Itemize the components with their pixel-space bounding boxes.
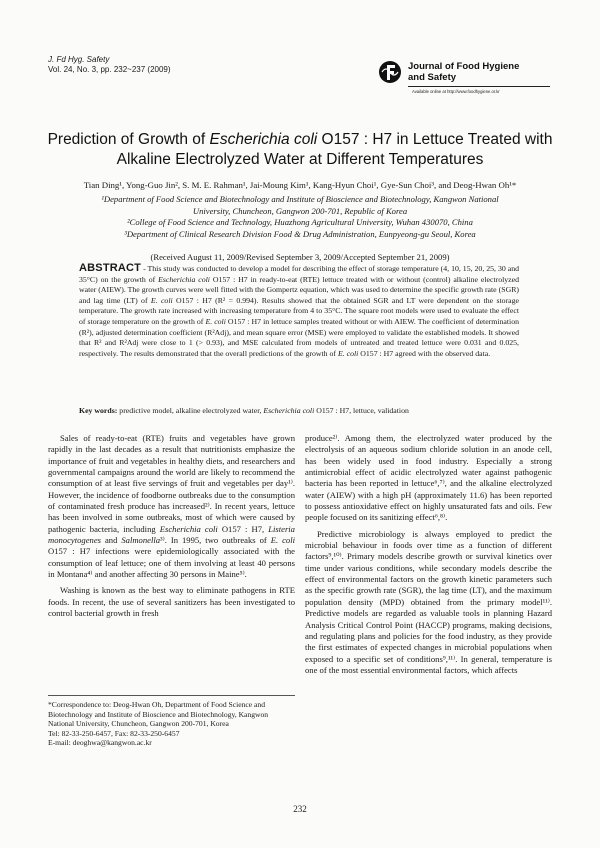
correspondence: *Correspondence to: Deog-Hwan Oh, Department of Food Science and Biotechnology and Institute of Bioscience and Biotechnology, Kangwon National University, Chuncheon, Gangwon 200-701, Korea — [48, 700, 269, 729]
email: E-mail: deoghwa@kangwon.ac.kr — [48, 738, 152, 748]
body-column-right — [305, 433, 552, 681]
organism: Escherichia coli — [159, 523, 218, 534]
title-organism: Escherichia coli — [209, 131, 318, 148]
paragraph: produce²⁾. Among them, the electrolyzed water produced by the electrolysis of an aqueous sodium chloride solution in an anode cell, has been widely used in food industry. Especially a strong antimicrobial effect of acidic electrolyzed water against pathogenic bacteria has been reported in lettuce⁶,⁷⁾, and the alkaline electrolyzed water (AIEW) with a high pH (approximately 11.6) has been reported to possess antioxidative effect on highly unsaturated fats and oils. Few people focused on its sanitizing effect⁶,⁸⁾. — [305, 433, 552, 523]
logo-title-line1: Journal of Food Hygiene — [408, 61, 520, 72]
abstract-organism: E. coli — [337, 348, 359, 358]
paper-title — [40, 130, 560, 170]
keywords-label: Key words: — [79, 406, 118, 415]
keywords-text: O157 : H7, lettuce, validation — [314, 406, 409, 415]
body-column-left — [48, 433, 295, 625]
affiliation-1a: ¹Department of Food Science and Biotechnology and Institute of Bioscience and Biotechnology, Kangwon National — [101, 194, 499, 204]
organism: E. coli — [270, 535, 295, 546]
abstract-organism: E. coli — [150, 295, 173, 305]
abstract-text: O157 : H7 (R² = 0.994). Results showed that the obtained SGR and LT were dependent on the storage temperature. The growth rate increased with increasing temperature from 4 to 35°C. The square root models were used to evaluate the effect of storage temperature on the growth of — [79, 295, 519, 326]
abstract-heading: ABSTRACT — [79, 262, 142, 274]
paragraph-text: Sales of ready-to-eat (RTE) fruits and vegetables have grown rapidly in the last decades as a result that nutritionists emphasize the importance of fruit and vegetables in healthy diets, and researchers and governmental campaigns around the world are likely to recommend the consumption of at least five servings of fruit and vegetables per day¹⁾. However, the incidence of foodborne outbreaks due to the consumption of contaminated fresh produce has increased²⁾. In recent years, lettuce has been involved in some outbreaks, most of which were caused by pathogenic bacteria, including — [48, 433, 295, 534]
phone-fax: Tel: 82-33-250-6457, Fax: 82-33-250-6457 — [48, 728, 180, 738]
page-number: 232 — [293, 804, 307, 814]
affiliation-2: ²College of Food Science and Technology, Huazhong Agricultural University, Wuhan 430070, China — [127, 217, 473, 227]
abstract-text: O157 : H7 in ready-to-eat (RTE) lettuce treated with or without (control) alkaline electrolyzed water (AIEW). The growth curves were well fitted with the Gompertz equation, which was used to determine the specific growth rate (SGR) and lag time (LT) of — [79, 274, 519, 305]
affiliation-3: ³Department of Clinical Research Division Food & Drug Administration, Eunpyeong-gu Seoul, Korea — [124, 228, 476, 239]
paragraph-text: O157 : H7 infections were epidemiologically associated with the consumption of leaf lettuce; one of them involving at least 40 persons in Montana⁴⁾ and another affecting 30 persons in Maine⁵⁾. — [48, 546, 295, 580]
title-line2: Alkaline Electrolyzed Water at Different Temperatures — [116, 151, 484, 168]
keywords — [79, 406, 519, 416]
abstract-organism: E. coli — [205, 316, 226, 326]
title-text-2: O157 : H7 in Lettuce Treated with — [317, 131, 553, 148]
logo-title-line2: and Safety — [408, 72, 457, 83]
abstract-text: - This study was conducted to develop a model for describing the effect of storage temperature (4, 10, 15, 20, 25, 30 and 35°C) on the growth of — [79, 264, 519, 284]
paragraph-text: and — [100, 535, 122, 546]
organism: Listeria monocytogenes — [48, 523, 295, 546]
title-text-1: Prediction of Growth of — [47, 131, 210, 148]
journal-logo-icon — [378, 60, 402, 84]
journal-abbrev: J. Fd Hyg. Safety — [48, 55, 110, 64]
author-list: Tian Ding¹, Yong-Guo Jin², S. M. E. Rahman¹, Jai-Moung Kim¹, Kang-Hyun Choi¹, Gye-Sun Choi³, and Deog-Hwan Oh¹* — [83, 180, 517, 190]
affiliation-1b: University, Chuncheon, Gangwon 200-701, Republic of Korea — [192, 205, 408, 216]
keywords-text: predictive model, alkaline electrolyzed water, — [117, 406, 264, 415]
paragraph-text: O157 : H7, — [217, 523, 269, 534]
volume-line: Vol. 24, No. 3, pp. 232~237 (2009) — [48, 65, 171, 74]
paragraph-text: ³⁾. In 1995, two outbreaks of — [160, 535, 271, 546]
logo-title — [408, 61, 519, 83]
abstract — [79, 263, 519, 359]
paragraph — [48, 433, 295, 580]
paragraph: Predictive microbiology is always employed to predict the microbial behaviour in foods over time as a function of different factors⁹,¹⁰⁾. Primary models describe growth or survival kinetics over time under various conditions, while secondary models describe the effect of environmental factors on the growth kinetic parameters such as the specific growth rate (SGR), the lag time (LT), and the maximum population density (MPD) obtained from the primary model¹¹⁾. Predictive models are regarded as valuable tools in planning Hazard Analysis Critical Control Point (HACCP) programs, making decisions, and regulating plans and policies for the food industry, as they provide the first estimates of expected changes in microbial populations when exposed to a specific set of conditions⁹,¹¹⁾. In general, temperature is one of the most essential environmental factors, which affects — [305, 528, 552, 675]
journal-logo — [378, 60, 548, 106]
affiliations — [40, 194, 560, 240]
abstract-organism: Escherichia coli — [158, 274, 210, 284]
paragraph: Washing is known as the best way to eliminate pathogens in RTE foods. In recent, the use of several sanitizers has been investigated to control bacterial growth in fresh — [48, 585, 295, 619]
footnote-divider — [48, 695, 295, 696]
title-line1 — [40, 130, 560, 150]
logo-url: Available online at http://www.foodhygiene.or.kr — [412, 89, 500, 94]
received-dates: (Received August 11, 2009/Revised September 3, 2009/Accepted September 21, 2009) — [150, 252, 450, 262]
organism: Salmonella — [121, 535, 161, 546]
keywords-organism: Escherichia coli — [263, 406, 315, 415]
journal-citation — [48, 55, 171, 75]
logo-divider — [408, 86, 550, 87]
abstract-text: O157 : H7 in lettuce samples treated without or with AIEW. The coefficient of determination (R²), adjusted determination coefficient (R²Adj), and mean square error (MSE) were employed to validate the established models. It showed that R² and R²Adj were close to 1 (> 0.93), and MSE calculated from models of untreated and treated lettuce were 0.031 and 0.025, respectively. The results demonstrated that the overall predictions of the growth of — [79, 316, 519, 358]
abstract-text: O157 : H7 agreed with the observed data. — [358, 348, 491, 358]
correspondence-footnote — [48, 700, 295, 748]
